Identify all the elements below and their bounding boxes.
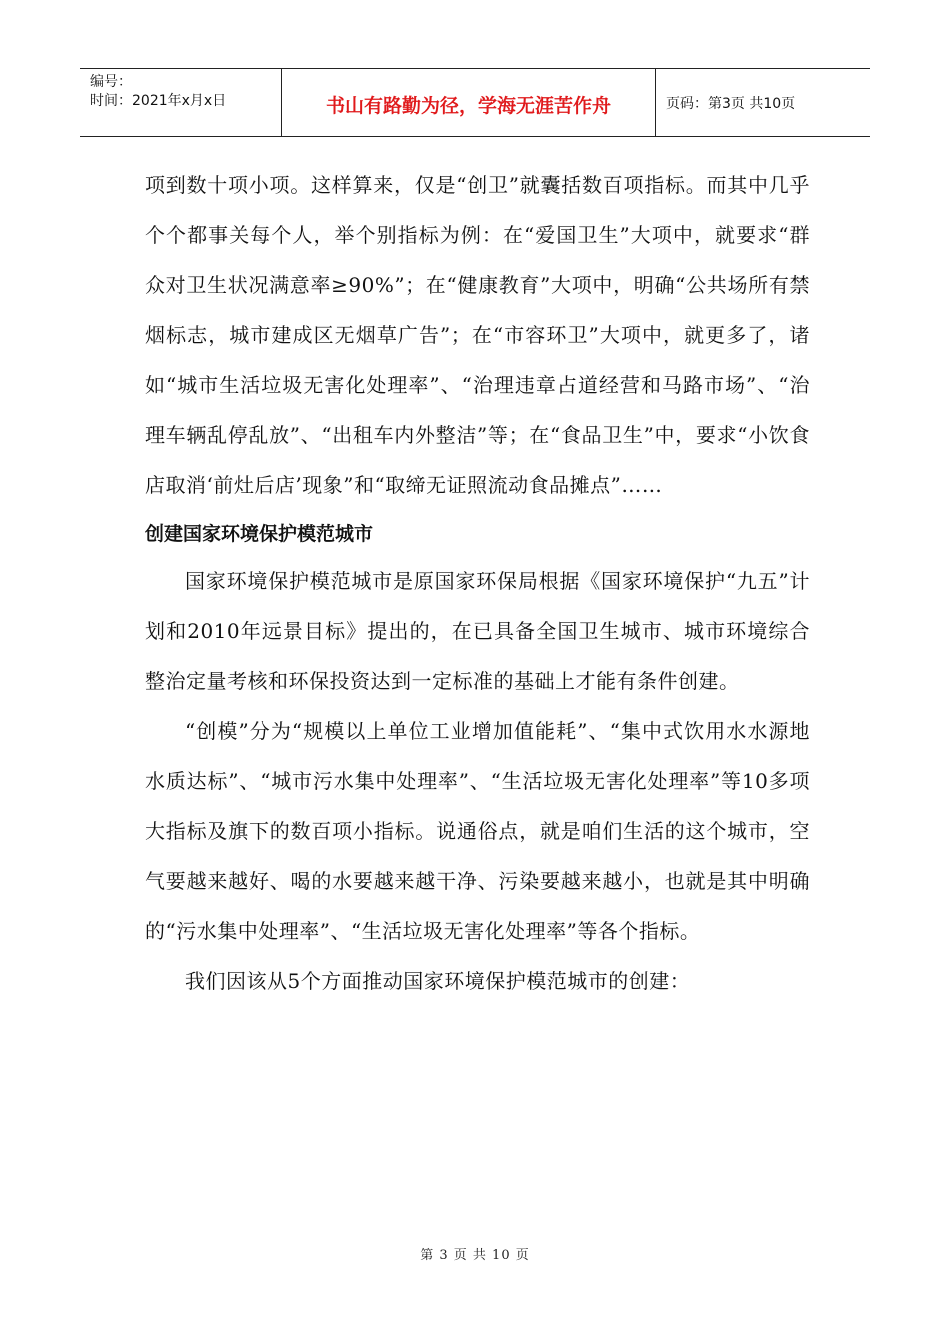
- time-label: 时间：2021年x月x日: [90, 93, 227, 109]
- page-header: [80, 68, 870, 137]
- serial-label: 编号：: [90, 74, 132, 90]
- section-heading: 创建国家环境保护模范城市: [145, 523, 374, 545]
- paragraph-3: 我们因该从5个方面推动国家环境保护模范城市的创建：: [185, 969, 691, 993]
- page-footer: 第 3 页 共 10 页: [420, 1248, 530, 1263]
- paragraph-continued: 项到数十项小项。这样算来，仅是“创卫”就囊括数百项指标。而其中几乎个个都事关每个人，举个别指标为例：在“爱国卫生”大项中，就要求“群众对卫生状况满意率≥90%”；在“健康教育”大项中，明确“公共场所有禁烟标志，城市建成区无烟草广告”；在“市容环卫”大项中，就更多了，诸如“城市生活垃圾无害化处理率”、“治理违章占道经营和马路市场”、“治理车辆乱停乱放”、“出租车内外整洁”等；在“食品卫生”中，要求“小饮食店取消‘前灶后店’现象”和“取缔无证照流动食品摊点”……: [145, 173, 810, 497]
- paragraph-2: “创模”分为“规模以上单位工业增加值能耗”、“集中式饮用水水源地水质达标”、“城市污水集中处理率”、“生活垃圾无害化处理率”等10多项大指标及旗下的数百项小指标。说通俗点，就是咱们生活的这个城市，空气要越来越好、喝的水要越来越干净、污染要越来越小，也就是其中明确的“污水集中处理率”、“生活垃圾无害化处理率”等各个指标。: [145, 719, 810, 943]
- document-body: [145, 160, 810, 1006]
- header-page-info: 页码：第3页 共10页: [666, 95, 796, 112]
- paragraph-1: 国家环境保护模范城市是原国家环保局根据《国家环境保护“九五”计划和2010年远景目标》提出的，在已具备全国卫生城市、城市环境综合整治定量考核和环保投资达到一定标准的基础上才能有条件创建。: [145, 569, 810, 693]
- header-motto: 书山有路勤为径，学海无涯苦作舟: [282, 69, 656, 136]
- header-meta: [80, 69, 282, 136]
